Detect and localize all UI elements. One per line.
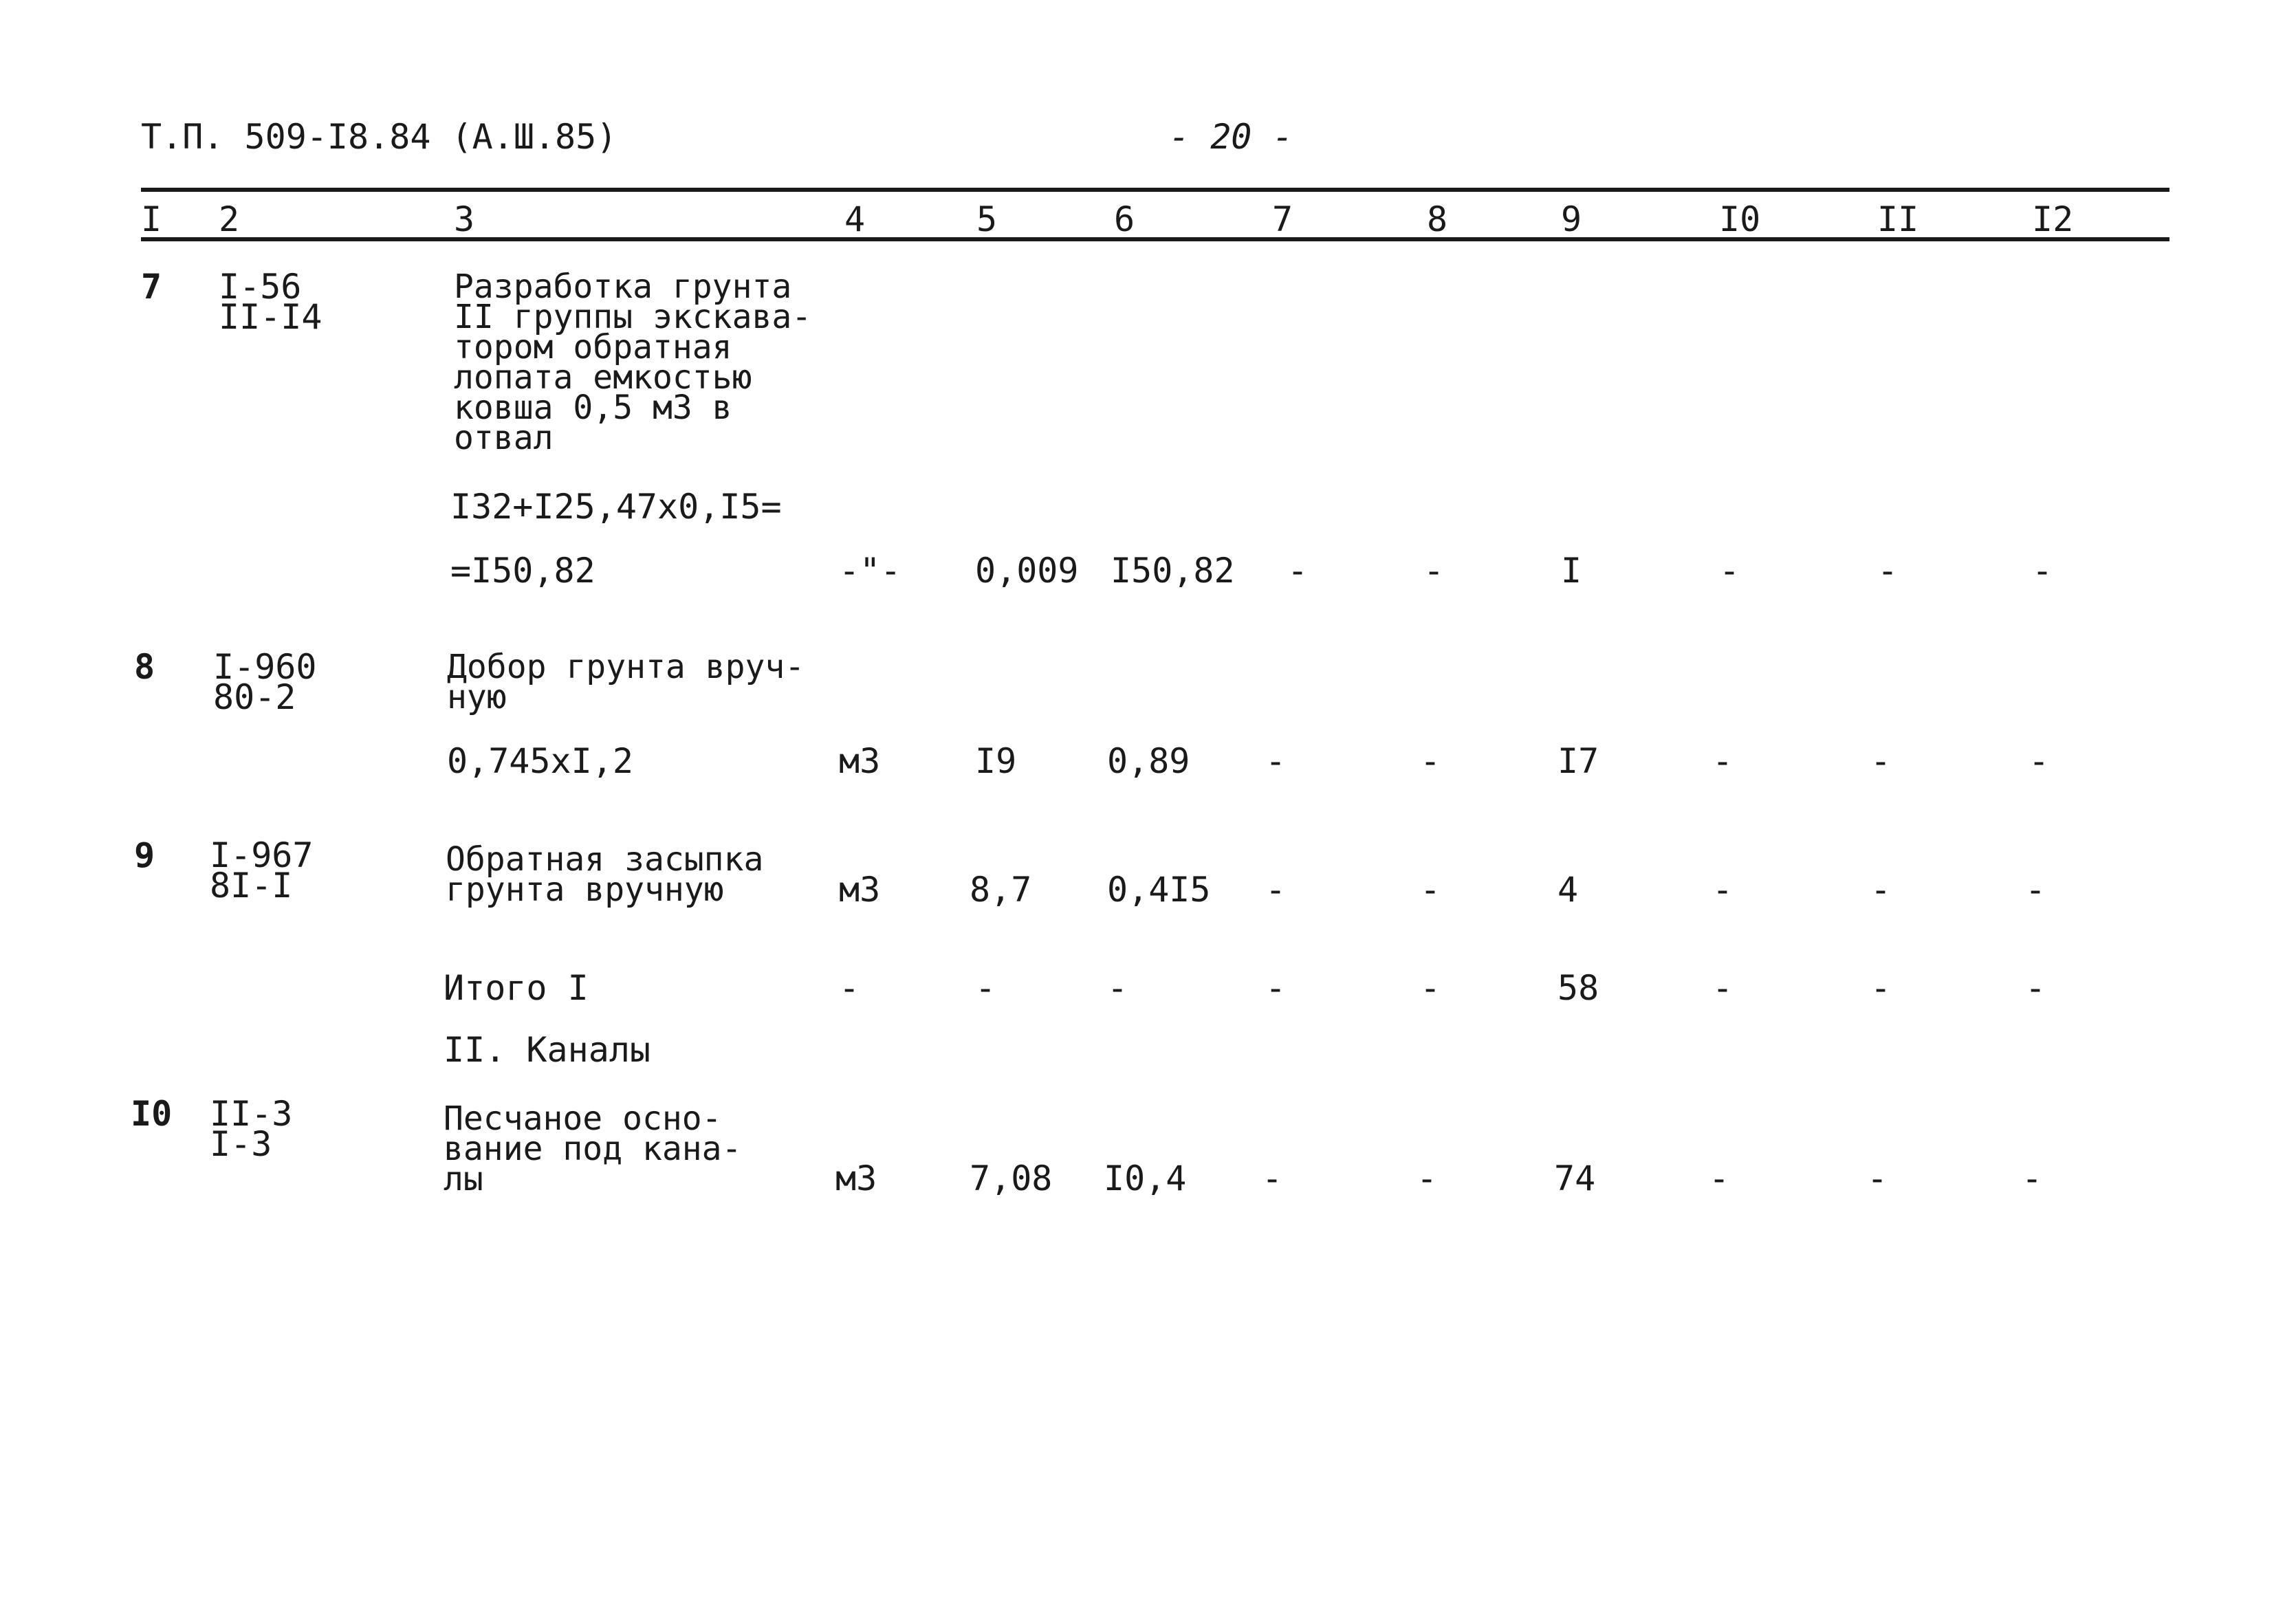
row-9-col10: - [1712, 870, 1734, 910]
row-10-col7: - [1262, 1159, 1283, 1198]
column-header-11: II [1877, 199, 1919, 239]
row-7-number: 7 [141, 267, 162, 307]
row-8-unit: м3 [839, 741, 881, 781]
row-7-calculation: I32+I25,47x0,I5= [450, 487, 782, 527]
row-10-col12: - [2022, 1159, 2043, 1198]
row-9-col9: 4 [1557, 870, 1579, 910]
row-9-description: Обратная засыпка грунта вручную [446, 840, 764, 909]
row-8-col11: - [1870, 741, 1892, 781]
row-8-col12: - [2029, 741, 2050, 781]
row-10-unit: м3 [835, 1159, 877, 1198]
row-7-col12: - [2032, 551, 2053, 591]
row-8-col7: - [1265, 741, 1287, 781]
row-10-col10: - [1709, 1159, 1730, 1198]
row-7-col6: I50,82 [1111, 551, 1235, 591]
row-9-col7: - [1265, 870, 1287, 910]
row-9-number: 9 [134, 835, 155, 875]
total-label: Итого I [444, 968, 589, 1008]
row-10-description: Песчаное осно- вание под кана- лы [444, 1099, 742, 1198]
column-header-10: I0 [1719, 199, 1761, 239]
row-9-col12: - [2025, 870, 2046, 910]
column-header-12: I2 [2032, 199, 2074, 239]
row-8-col5: I9 [975, 741, 1017, 781]
row-8-code: I-960 80-2 [213, 647, 317, 717]
row-9-code: I-967 8I-I [210, 835, 314, 906]
row-8-col8: - [1420, 741, 1441, 781]
row-9-unit: м3 [839, 870, 881, 910]
row-7-col8: - [1423, 551, 1445, 591]
row-9-col11: - [1870, 870, 1892, 910]
total-unit: - [839, 968, 860, 1008]
section-heading: II. Каналы [444, 1030, 651, 1070]
row-9-col6: 0,4I5 [1107, 870, 1211, 910]
row-8-col6: 0,89 [1107, 741, 1190, 781]
total-col9: 58 [1557, 968, 1599, 1008]
column-header-4: 4 [844, 199, 866, 239]
row-7-col7: - [1287, 551, 1309, 591]
row-7-unit: -"- [839, 551, 901, 591]
row-10-code: II-3 I-3 [210, 1094, 293, 1164]
total-col8: - [1420, 968, 1441, 1008]
column-header-9: 9 [1561, 199, 1582, 239]
document-code: Т.П. 509-I8.84 (А.Ш.85) [141, 117, 617, 157]
table-top-rule [141, 188, 2169, 192]
column-header-5: 5 [976, 199, 998, 239]
row-10-col5: 7,08 [970, 1159, 1053, 1198]
row-8-description: Добор грунта вруч- ную [447, 648, 805, 716]
row-10-col11: - [1867, 1159, 1888, 1198]
total-col12: - [2025, 968, 2046, 1008]
row-7-description: Разработка грунта II группы экскава- тором обратная лопата емкостью ковша 0,5 м3 в отвал [454, 267, 812, 457]
row-9-col8: - [1420, 870, 1441, 910]
row-8-calculation: 0,745xI,2 [447, 741, 633, 781]
row-8-number: 8 [134, 647, 155, 687]
column-header-7: 7 [1272, 199, 1293, 239]
row-10-number: I0 [131, 1094, 173, 1134]
row-7-col5: 0,009 [975, 551, 1079, 591]
row-9-col5: 8,7 [970, 870, 1032, 910]
total-col7: - [1265, 968, 1287, 1008]
column-header-3: 3 [454, 199, 475, 239]
row-10-col8: - [1417, 1159, 1438, 1198]
row-7-calculation-result: =I50,82 [450, 551, 595, 591]
table-header-rule [141, 237, 2169, 241]
page-number: - 20 - [1169, 117, 1293, 157]
total-col5: - [975, 968, 996, 1008]
row-8-col10: - [1712, 741, 1734, 781]
total-col11: - [1870, 968, 1892, 1008]
total-col10: - [1712, 968, 1734, 1008]
row-7-col10: - [1719, 551, 1740, 591]
row-8-col9: I7 [1557, 741, 1599, 781]
column-header-1: I [141, 199, 162, 239]
total-col6: - [1107, 968, 1128, 1008]
row-7-code: I-56 II-I4 [219, 267, 322, 337]
row-10-col6: I0,4 [1104, 1159, 1187, 1198]
row-7-col11: - [1877, 551, 1899, 591]
row-10-col9: 74 [1554, 1159, 1596, 1198]
column-header-8: 8 [1427, 199, 1448, 239]
column-header-2: 2 [219, 199, 240, 239]
row-7-col9: I [1561, 551, 1582, 591]
column-header-6: 6 [1114, 199, 1135, 239]
